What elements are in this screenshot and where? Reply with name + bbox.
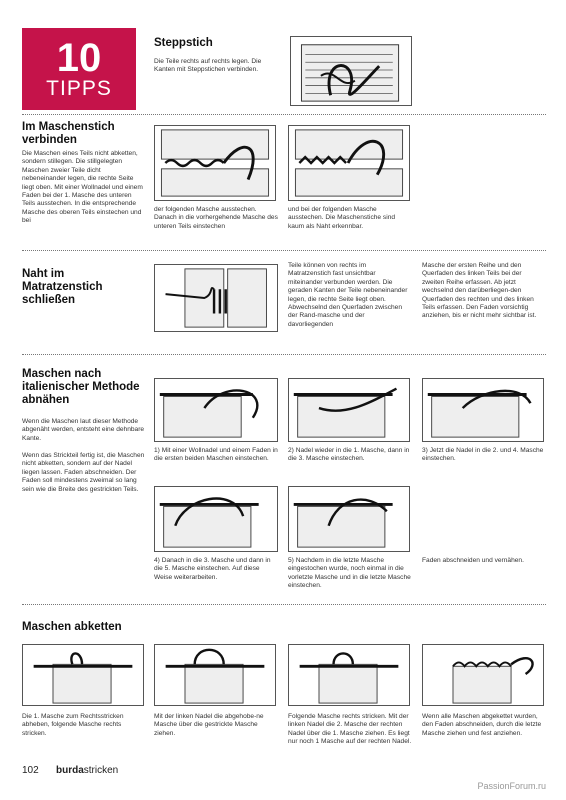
knit-illustration (23, 645, 143, 705)
steppstich-text: Die Teile rechts auf rechts legen. Die Kanten mit Steppstichen verbinden. (154, 58, 262, 74)
abketten-caption-4: Wenn alle Maschen abgekettet wurden, den Faden abschneiden, durch die letzte Masche ziehen und fest anziehen. (422, 713, 542, 737)
knit-illustration (155, 379, 277, 441)
brand-name (56, 765, 118, 776)
maschenstich-intro: Die Maschen eines Teils nicht abketten, sondern stillegen. Die stillgelegten Maschen zweier Teile dicht nebeneinander legen, die rechte Seite liegt oben. Mit einer Wollnadel und einem Faden bei der 1. Masche des unteren Teils ausstechen. In die entsprechende Masche des oberen Teils einstechen und bei (22, 150, 143, 225)
italienisch-step-2: 2) Nadel wieder in die 1. Masche, dann in die 3. Masche einstechen. (288, 447, 410, 463)
abketten-caption-3: Folgende Masche rechts stricken. Mit der linken Nadel die 2. Masche der rechten Nadel über die 1. Masche ziehen. Es liegt nur noch 1 Masche auf der rechten Nadel. (288, 713, 412, 746)
divider (22, 354, 546, 355)
brand-bold: burda (56, 765, 84, 776)
knit-illustration (289, 379, 409, 441)
steppstich-title: Steppstich (154, 37, 213, 49)
italienisch-intro-2: Wenn das Strickteil fertig ist, die Maschen nicht abketten, sondern auf der Nadel liegen lassen. Faden abschneiden. Der Faden soll mindestens zweimal so lang sein wie die Breite des gestrickten Teils. (22, 452, 145, 493)
matratzenstich-text-col1: Teile können von rechts im Matratzenstich fast unsichtbar miteinander verbunden werden. Die geraden Kanten der Teile nebeneinander legen, die rechte Seite liegt oben. Abwechselnd den Querfaden zwischen der Rand-masche und der davorliegenden (288, 262, 408, 328)
maschenstich-illustration-1 (154, 125, 276, 201)
divider (22, 114, 546, 115)
abketten-illustration-2 (154, 644, 276, 706)
knit-illustration (155, 487, 277, 551)
abketten-illustration-1 (22, 644, 144, 706)
italienisch-illustration-2 (288, 378, 410, 442)
italienisch-step-4: 4) Danach in die 3. Masche und dann in die 5. Masche einstechen. Auf diese Weise weiterarbeiten. (154, 557, 271, 581)
matratzenstich-text-col2: Masche der ersten Reihe und den Querfaden des linken Teils bei der zweiten Reihe erfassen. Ab jetzt wechselnd den darüberliegen-den Querfaden des rechten und des linken Teils erfassen. Den Faden vorsichtig anziehen, bis er nicht mehr sichtbar ist. (422, 262, 537, 320)
maschenstich-caption-2: und bei der folgenden Masche ausstechen. Die Maschenstiche sind kaum als Naht erkennbar. (288, 206, 396, 230)
italienisch-title: Maschen nach italienischer Methode abnähen (22, 368, 140, 406)
knit-illustration (423, 379, 543, 441)
steppstich-illustration (290, 36, 412, 106)
italienisch-illustration-3 (422, 378, 544, 442)
tipps-badge (22, 28, 136, 110)
maschenstich-title: Im Maschenstich verbinden (22, 121, 115, 146)
italienisch-illustration-4 (154, 486, 278, 552)
italienisch-illustration-5 (288, 486, 410, 552)
maschenstich-caption-1: der folgenden Masche ausstechen. Danach in die vorhergehende Masche des unteren Teils einstechen (154, 206, 278, 230)
matratzenstich-illustration (154, 264, 278, 332)
badge-number: 10 (56, 36, 102, 80)
knit-illustration (155, 126, 275, 200)
divider (22, 604, 546, 605)
italienisch-step-1: 1) Mit einer Wollnadel und einem Faden in die ersten beiden Maschen einstechen. (154, 447, 278, 463)
italienisch-illustration-1 (154, 378, 278, 442)
knit-illustration (291, 37, 411, 105)
brand-light: stricken (83, 765, 119, 776)
italienisch-step-6: Faden abschneiden und vernähen. (422, 557, 524, 564)
abketten-illustration-3 (288, 644, 410, 706)
abketten-caption-2: Mit der linken Nadel die abgehobe-ne Masche über die gestrickte Masche ziehen. (154, 713, 264, 737)
knit-illustration (289, 126, 409, 200)
watermark: PassionForum.ru (477, 781, 546, 791)
italienisch-step-5: 5) Nachdem in die letzte Masche eingestochen wurde, noch einmal in die vorletzte Masche und in die letzte Masche einstechen. (288, 557, 411, 590)
knit-illustration (423, 645, 543, 705)
knit-illustration (289, 645, 409, 705)
italienisch-step-3: 3) Jetzt die Nadel in die 2. und 4. Masche einstechen. (422, 447, 544, 463)
matratzenstich-title: Naht im Matratzenstich schließen (22, 268, 103, 306)
maschenstich-illustration-2 (288, 125, 410, 201)
knit-illustration (289, 487, 409, 551)
abketten-caption-1: Die 1. Masche zum Rechtsstricken abheben, folgende Masche rechts stricken. (22, 713, 124, 737)
divider (22, 250, 546, 251)
knit-illustration (155, 645, 275, 705)
page-number: 102 (22, 765, 39, 776)
abketten-title: Maschen abketten (22, 621, 122, 633)
knit-illustration (155, 265, 277, 331)
abketten-illustration-4 (422, 644, 544, 706)
badge-word: TIPPS (46, 77, 112, 100)
italienisch-intro-1: Wenn die Maschen laut dieser Methode abgenäht werden, entsteht eine dehnbare Kante. (22, 418, 145, 442)
